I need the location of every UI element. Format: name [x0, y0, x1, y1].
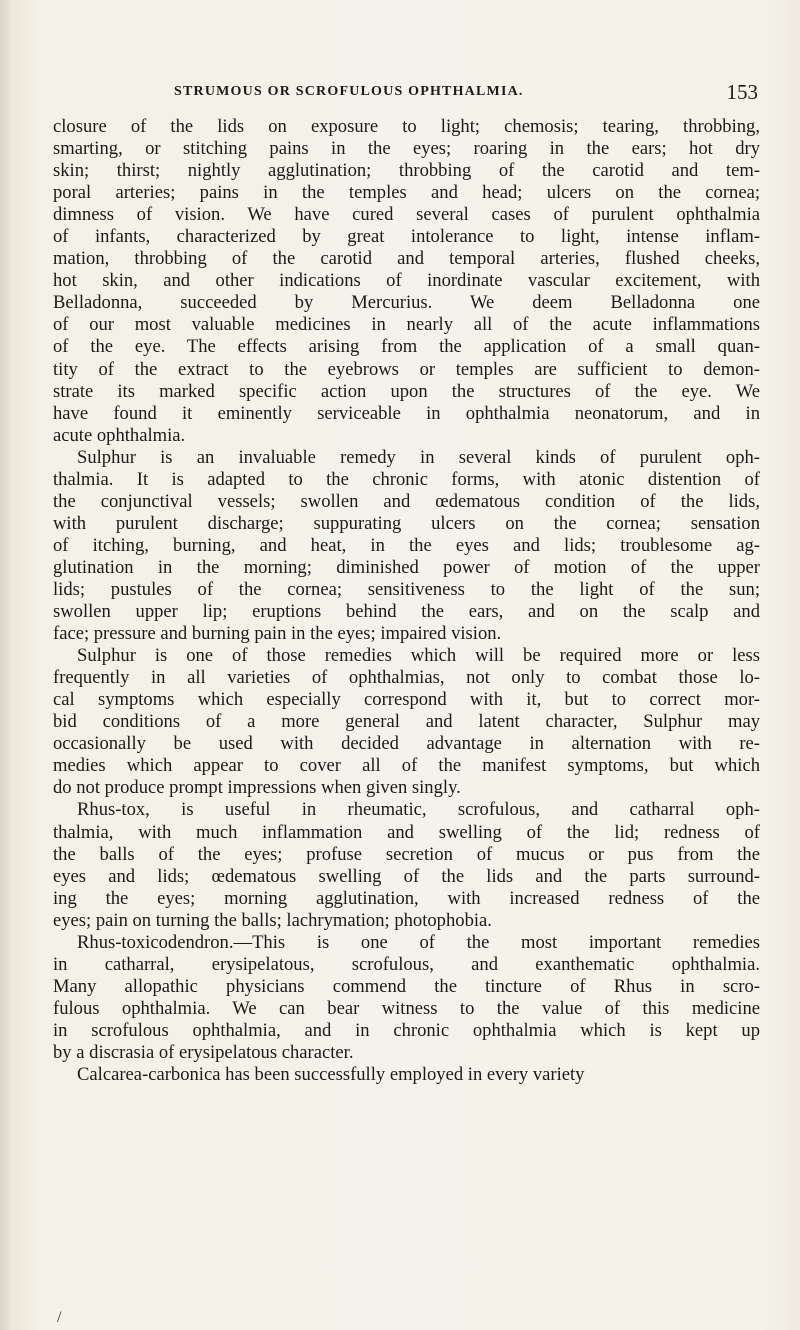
footer-mark: /: [57, 1309, 62, 1326]
text-line: lids; pustules of the cornea; sensitiveness to the light of the sun;: [53, 578, 760, 600]
text-line: Rhus-tox, is useful in rheumatic, scrofulous, and catharral oph-: [77, 799, 760, 821]
text-line: bid conditions of a more general and latent character, Sulphur may: [53, 711, 760, 733]
text-line: Many allopathic physicians commend the tincture of Rhus in scro-: [53, 975, 760, 997]
body-text: [53, 116, 760, 1086]
text-line: occasionally be used with decided advantage in alternation with re-: [53, 733, 760, 755]
text-line: do not produce prompt impressions when given singly.: [53, 777, 461, 799]
text-line: Rhus-toxicodendron.—This is one of the most important remedies: [77, 931, 760, 953]
text-line: the balls of the eyes; profuse secretion of mucus or pus from the: [53, 843, 760, 865]
text-line: hot skin, and other indications of inordinate vascular excitement, with: [53, 270, 760, 292]
text-line: with purulent discharge; suppurating ulcers on the cornea; sensation: [53, 512, 760, 534]
page-header: [98, 80, 758, 106]
text-line: in scrofulous ophthalmia, and in chronic ophthalmia which is kept up: [53, 1019, 760, 1041]
text-line: Calcarea-carbonica has been successfully employed in every variety: [77, 1064, 585, 1086]
text-line: of our most valuable medicines in nearly all of the acute inflammations: [53, 314, 760, 336]
text-line: eyes and lids; œdematous swelling of the lids and the parts surround-: [53, 865, 760, 887]
text-line: the conjunctival vessels; swollen and œdematous condition of the lids,: [53, 490, 760, 512]
page-number: 153: [726, 80, 758, 104]
text-line: of the eye. The effects arising from the application of a small quan-: [53, 336, 760, 358]
text-line: of infants, characterized by great intolerance to light, intense inflam-: [53, 226, 760, 248]
text-line: strate its marked specific action upon the structures of the eye. We: [53, 380, 760, 402]
text-line: fulous ophthalmia. We can bear witness to the value of this medicine: [53, 997, 760, 1019]
text-line: Sulphur is one of those remedies which will be required more or less: [77, 645, 760, 667]
text-line: Belladonna, succeeded by Mercurius. We deem Belladonna one: [53, 292, 760, 314]
text-line: ing the eyes; morning agglutination, with increased redness of the: [53, 887, 760, 909]
text-line: closure of the lids on exposure to light; chemosis; tearing, throbbing,: [53, 116, 760, 137]
text-line: skin; thirst; nightly agglutination; throbbing of the carotid and tem-: [53, 160, 760, 182]
text-line: face; pressure and burning pain in the eyes; impaired vision.: [53, 623, 502, 645]
text-line: glutination in the morning; diminished power of motion of the upper: [53, 556, 760, 578]
text-line: by a discrasia of erysipelatous character.: [53, 1041, 354, 1063]
text-line: frequently in all varieties of ophthalmias, not only to combat those lo-: [53, 667, 760, 689]
text-line: Sulphur is an invaluable remedy in several kinds of purulent oph-: [77, 446, 760, 468]
text-line: swollen upper lip; eruptions behind the ears, and on the scalp and: [53, 601, 760, 623]
text-line: dimness of vision. We have cured several cases of purulent ophthalmia: [53, 204, 760, 226]
text-line: eyes; pain on turning the balls; lachrymation; photophobia.: [53, 909, 492, 931]
text-line: acute ophthalmia.: [53, 424, 186, 446]
text-line: tity of the extract to the eyebrows or temples are sufficient to demon-: [53, 358, 760, 380]
running-head: STRUMOUS OR SCROFULOUS OPHTHALMIA.: [174, 84, 524, 99]
text-line: have found it eminently serviceable in ophthalmia neonatorum, and in: [53, 402, 760, 424]
text-line: mation, throbbing of the carotid and temporal arteries, flushed cheeks,: [53, 248, 760, 270]
text-line: smarting, or stitching pains in the eyes; roaring in the ears; hot dry: [53, 138, 760, 160]
text-line: medies which appear to cover all of the manifest symptoms, but which: [53, 755, 760, 777]
text-line: in catharral, erysipelatous, scrofulous, and exanthematic ophthalmia.: [53, 953, 760, 975]
text-line: of itching, burning, and heat, in the eyes and lids; troublesome ag-: [53, 534, 760, 556]
text-line: poral arteries; pains in the temples and head; ulcers on the cornea;: [53, 182, 760, 204]
text-line: thalmia. It is adapted to the chronic forms, with atonic distention of: [53, 468, 760, 490]
text-line: cal symptoms which especially correspond with it, but to correct mor-: [53, 689, 760, 711]
text-line: thalmia, with much inflammation and swelling of the lid; redness of: [53, 821, 760, 843]
